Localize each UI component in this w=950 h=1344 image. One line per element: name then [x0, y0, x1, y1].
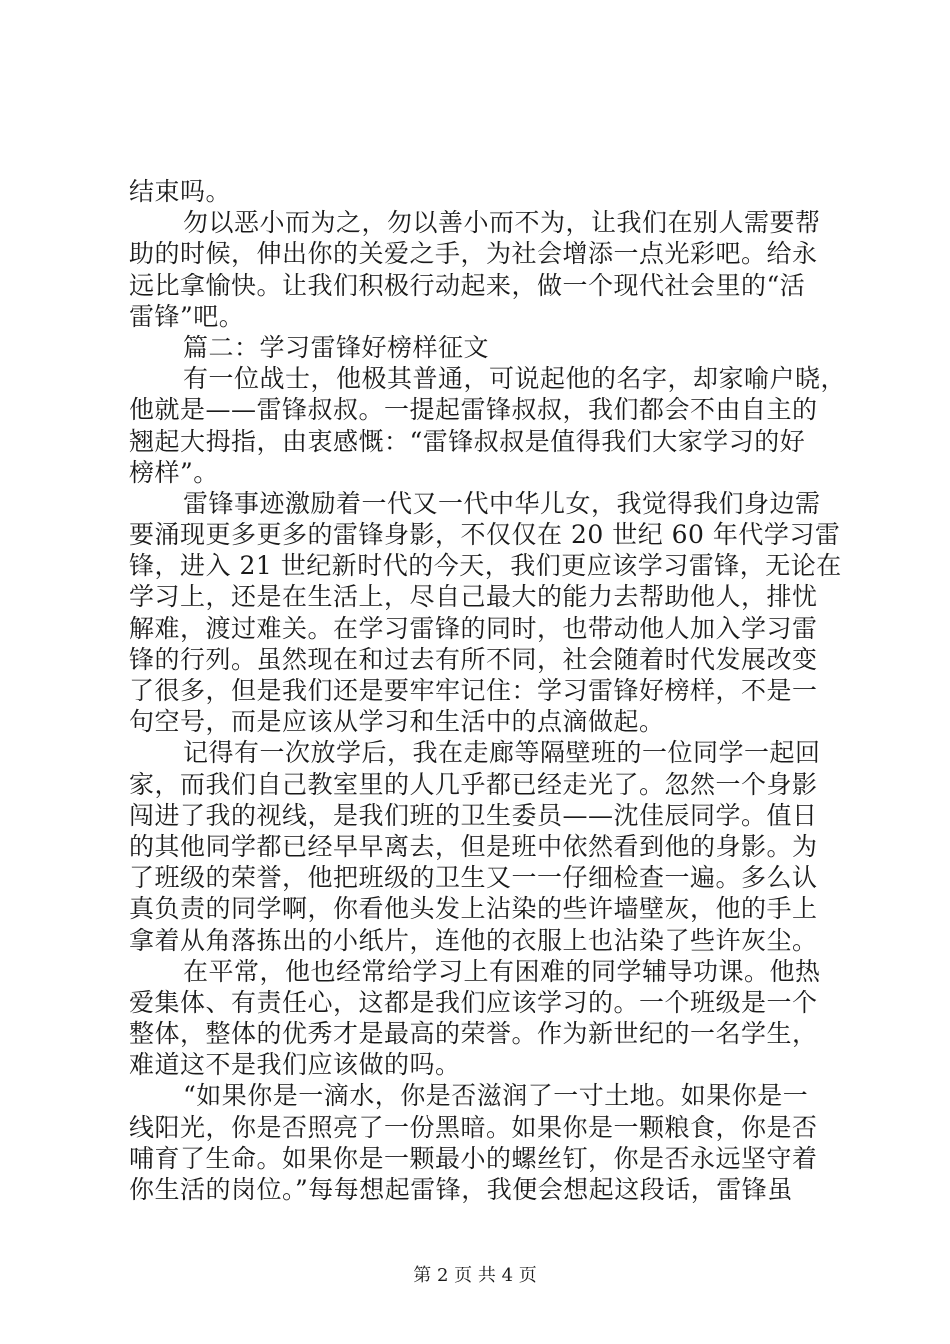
text-line: 他就是——雷锋叔叔。一提起雷锋叔叔，我们都会不由自主的	[129, 395, 818, 425]
text-line: 句空号，而是应该从学习和生活中的点滴做起。	[129, 707, 665, 737]
text-line: 记得有一次放学后，我在走廊等隔壁班的一位同学一起回	[183, 738, 821, 768]
text-line: 勿以恶小而为之，勿以善小而不为，让我们在别人需要帮	[183, 208, 821, 238]
text-line: 难道这不是我们应该做的吗。	[129, 1050, 461, 1080]
text-line: 爱集体、有责任心，这都是我们应该学习的。一个班级是一个	[129, 987, 818, 1017]
text-line: 拿着从角落拣出的小纸片，连他的衣服上也沾染了些许灰尘。	[129, 925, 818, 955]
text-line: 学习上，还是在生活上，尽自己最大的能力去帮助他人，排忧	[129, 582, 818, 612]
text-line: 翘起大拇指，由衷感慨：“雷锋叔叔是值得我们大家学习的好	[129, 426, 806, 456]
text-line: 家，而我们自己教室里的人几乎都已经走光了。忽然一个身影	[129, 769, 818, 799]
text-line: 远比拿愉快。让我们积极行动起来，做一个现代社会里的“活	[129, 270, 806, 300]
text-line: 了班级的荣誉，他把班级的卫生又一一仔细检查一遍。多么认	[129, 863, 818, 893]
text-line: “如果你是一滴水，你是否滋润了一寸土地。如果你是一	[183, 1081, 809, 1111]
text-line: 你生活的岗位。”每每想起雷锋，我便会想起这段话，雷锋虽	[129, 1175, 793, 1204]
text-line: 闯进了我的视线，是我们班的卫生委员——沈佳辰同学。值日	[129, 800, 818, 830]
text-line: 哺育了生命。如果你是一颗最小的螺丝钉，你是否永远坚守着	[129, 1143, 818, 1173]
text-line: 锋的行列。虽然现在和过去有所不同，社会随着时代发展改变	[129, 644, 818, 674]
text-line: 有一位战士，他极其普通，可说起他的名字，却家喻户晓，	[183, 364, 847, 394]
text-line: 结束吗。	[129, 177, 232, 206]
page-footer: 第 2 页 共 4 页	[413, 1265, 537, 1286]
text-line: 了很多，但是我们还是要牢牢记住：学习雷锋好榜样，不是一	[129, 676, 818, 705]
text-line: 篇二：学习雷锋好榜样征文	[183, 332, 490, 362]
text-line: 的其他同学都已经早早离去，但是班中依然看到他的身影。为	[129, 831, 818, 861]
text-line: 雷锋事迹激励着一代又一代中华儿女，我觉得我们身边需	[183, 488, 821, 518]
text-line: 榜样”。	[129, 457, 219, 487]
text-line: 雷锋”吧。	[129, 301, 245, 331]
text-line: 线阳光，你是否照亮了一份黑暗。如果你是一颗粮食，你是否	[129, 1112, 818, 1142]
text-line: 解难，渡过难关。在学习雷锋的同时，也带动他人加入学习雷	[129, 613, 818, 643]
text-line: 助的时候，伸出你的关爱之手，为社会增添一点光彩吧。给永	[129, 239, 818, 269]
text-line: 锋，进入 21 世纪新时代的今天，我们更应该学习雷锋，无论在	[129, 551, 842, 581]
text-line: 在平常，他也经常给学习上有困难的同学辅导功课。他热	[183, 956, 821, 986]
document-body	[129, 176, 847, 1205]
text-line: 整体，整体的优秀才是最高的荣誉。作为新世纪的一名学生，	[129, 1019, 818, 1049]
text-line: 真负责的同学啊，你看他头发上沾染的些许墙壁灰，他的手上	[129, 894, 818, 924]
text-line: 要涌现更多更多的雷锋身影，不仅仅在 20 世纪 60 年代学习雷	[129, 520, 841, 550]
